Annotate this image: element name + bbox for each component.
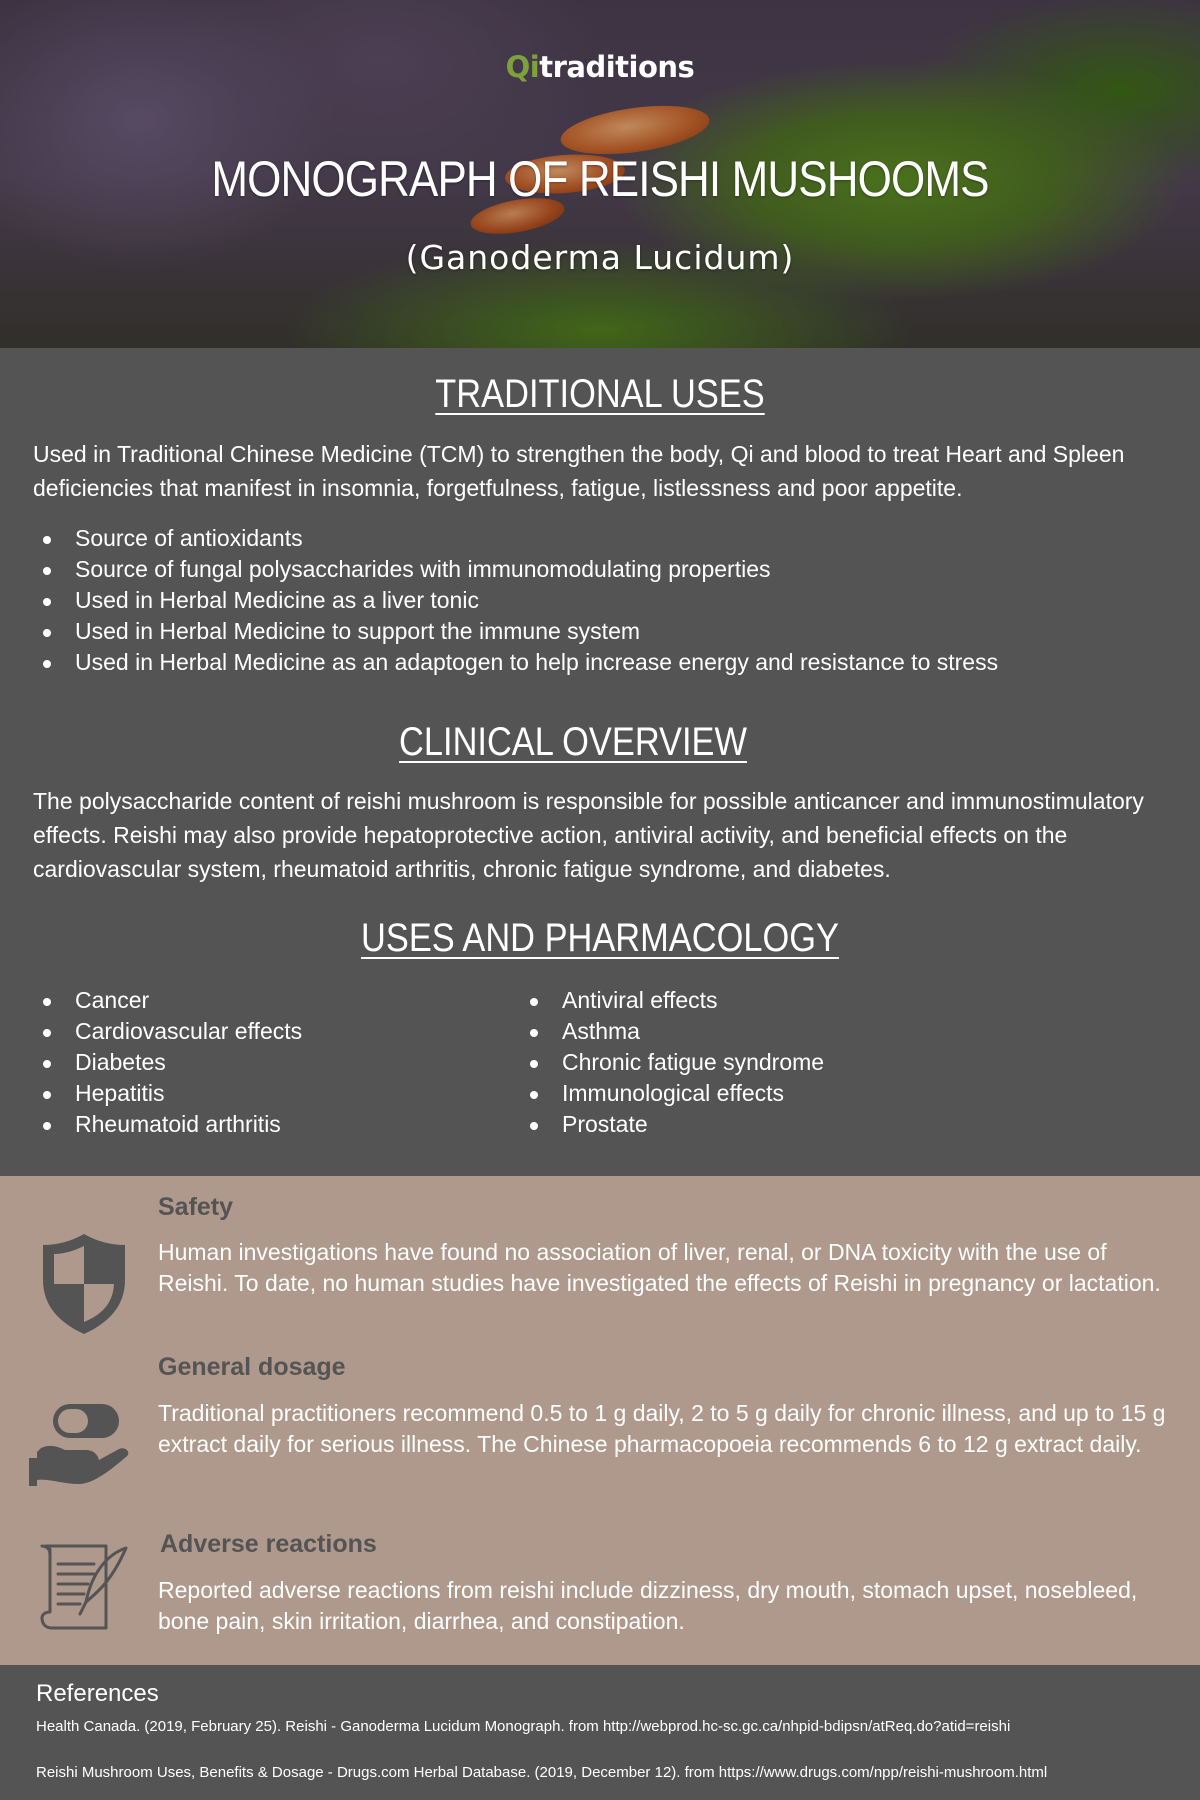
page-title: MONOGRAPH OF REISHI MUSHOOMS — [211, 151, 989, 207]
reference-item: Reishi Mushroom Uses, Benefits & Dosage - Drugs.com Herbal Database. (2019, December 12). from https://www.drugs.com/npp/reishi-mushroom.html — [36, 1764, 1048, 1781]
adverse-text: Reported adverse reactions from reishi include dizziness, dry mouth, stomach upset, nosebleed, bone pain, skin irritation, diarrhea, and constipation. — [158, 1577, 1138, 1634]
safety-heading: Safety — [158, 1193, 234, 1221]
brand-logo-text: traditions — [539, 50, 695, 84]
list-item: Used in Herbal Medicine to support the immune system — [33, 616, 998, 647]
references-heading: References — [36, 1680, 159, 1707]
brand-logo — [0, 50, 1200, 84]
traditional-uses-intro: Used in Traditional Chinese Medicine (TCM) to strengthen the body, Qi and blood to treat Heart and Spleen deficiencies that manifest in insomnia, forgetfulness, fatigue, listlessness and poor appetite. — [33, 441, 1125, 501]
traditional-uses-list — [33, 523, 998, 678]
list-item: Antiviral effects — [520, 985, 824, 1016]
safety-text: Human investigations have found no association of liver, renal, or DNA toxicity with the use of Reishi. To date, no human studies have investigated the effects of Reishi in pregnancy or lactation. — [158, 1239, 1161, 1296]
clinical-overview-text: The polysaccharide content of reishi mushroom is responsible for possible anticancer and immunostimulatory effects. Reishi may also provide hepatoprotective action, antiviral activity, and beneficial effects on the cardiovascular system, rheumatoid arthritis, chronic fatigue syndrome, and diabetes. — [33, 788, 1144, 882]
adverse-heading: Adverse reactions — [160, 1530, 377, 1558]
list-item: Cardiovascular effects — [33, 1016, 302, 1047]
list-item: Prostate — [520, 1109, 824, 1140]
traditional-uses-heading: TRADITIONAL USES — [435, 372, 765, 416]
list-item: Chronic fatigue syndrome — [520, 1047, 824, 1078]
dosage-heading: General dosage — [158, 1353, 346, 1381]
clinical-overview-heading: CLINICAL OVERVIEW — [399, 720, 747, 764]
list-item: Diabetes — [33, 1047, 302, 1078]
pill-in-hand-icon — [27, 1400, 131, 1490]
list-item: Source of antioxidants — [33, 523, 998, 554]
list-item: Hepatitis — [33, 1078, 302, 1109]
uses-list-right — [520, 985, 824, 1140]
reference-item: Health Canada. (2019, February 25). Reishi - Ganoderma Lucidum Monograph. from http://webprod.hc-sc.gc.ca/nhpid-bdipsn/atReq.do?atid=reishi — [36, 1718, 1011, 1735]
list-item: Used in Herbal Medicine as a liver tonic — [33, 585, 998, 616]
list-item: Asthma — [520, 1016, 824, 1047]
shield-icon — [40, 1232, 128, 1336]
scroll-quill-icon — [38, 1542, 134, 1636]
list-item: Rheumatoid arthritis — [33, 1109, 302, 1140]
list-item: Used in Herbal Medicine as an adaptogen to help increase energy and resistance to stress — [33, 647, 998, 678]
list-item: Immunological effects — [520, 1078, 824, 1109]
brand-logo-qi: Qi — [505, 50, 540, 84]
page-subtitle: (Ganoderma Lucidum) — [405, 238, 795, 277]
hero-banner — [0, 0, 1200, 348]
uses-pharmacology-heading: USES AND PHARMACOLOGY — [361, 916, 839, 960]
list-item: Cancer — [33, 985, 302, 1016]
uses-list-left — [33, 985, 302, 1140]
dosage-text: Traditional practitioners recommend 0.5 to 1 g daily, 2 to 5 g daily for chronic illness, and up to 15 g extract daily for serious illness. The Chinese pharmacopoeia recommends 6 to 12 g extract daily. — [158, 1400, 1166, 1457]
list-item: Source of fungal polysaccharides with immunomodulating properties — [33, 554, 998, 585]
